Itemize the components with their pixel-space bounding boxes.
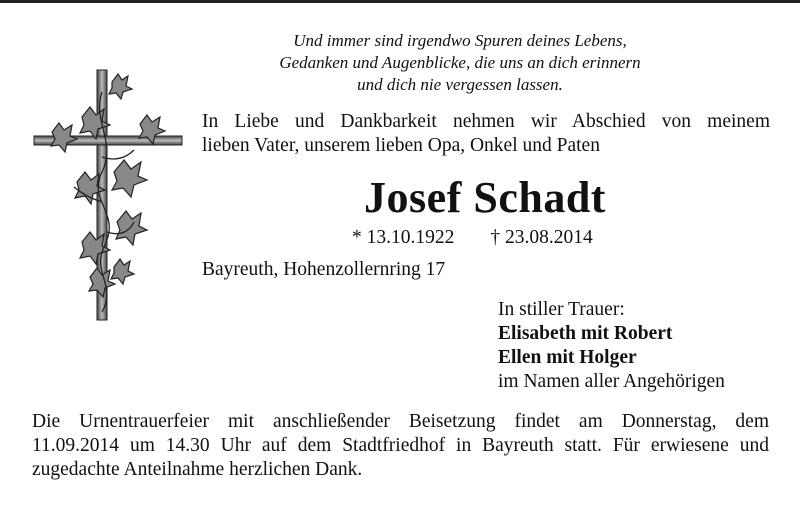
notice-line: 11.09.2014 um 14.30 Uhr auf dem Stadtfriedhof in Bayreuth statt. Für erwiesene und — [32, 435, 769, 456]
mourner-name: Ellen mit Holger — [498, 347, 637, 368]
mourners-heading: In stiller Trauer: — [498, 299, 625, 320]
poem-line: Gedanken und Augenblicke, die uns an dich erinnern — [279, 53, 641, 72]
mourner-name: Elisabeth mit Robert — [498, 323, 673, 344]
life-dates — [352, 227, 593, 249]
mourners-closing: im Namen aller Angehörigen — [498, 371, 725, 392]
intro-line: In Liebe und Dankbarkeit nehmen wir Abschied von meinem — [202, 111, 770, 132]
service-notice — [32, 410, 769, 482]
death-date: † 23.08.2014 — [490, 227, 593, 248]
memorial-poem — [250, 30, 670, 96]
notice-line: zugedachte Anteilnahme herzlichen Dank. — [32, 459, 363, 480]
mourners-block — [498, 298, 725, 394]
deceased-name: Josef Schadt — [364, 173, 606, 222]
address: Bayreuth, Hohenzollernring 17 — [202, 259, 446, 280]
cross-with-ivy-icon — [22, 62, 192, 327]
birth-date: * 13.10.1922 — [352, 227, 455, 248]
poem-line: und dich nie vergessen lassen. — [357, 75, 563, 94]
notice-line: Die Urnentrauerfeier mit anschließender Beisetzung findet am Donnerstag, dem — [32, 411, 769, 432]
intro-line: lieben Vater, unserem lieben Opa, Onkel und Paten — [202, 135, 600, 156]
intro-text — [202, 110, 770, 158]
poem-line: Und immer sind irgendwo Spuren deines Lebens, — [293, 31, 627, 50]
